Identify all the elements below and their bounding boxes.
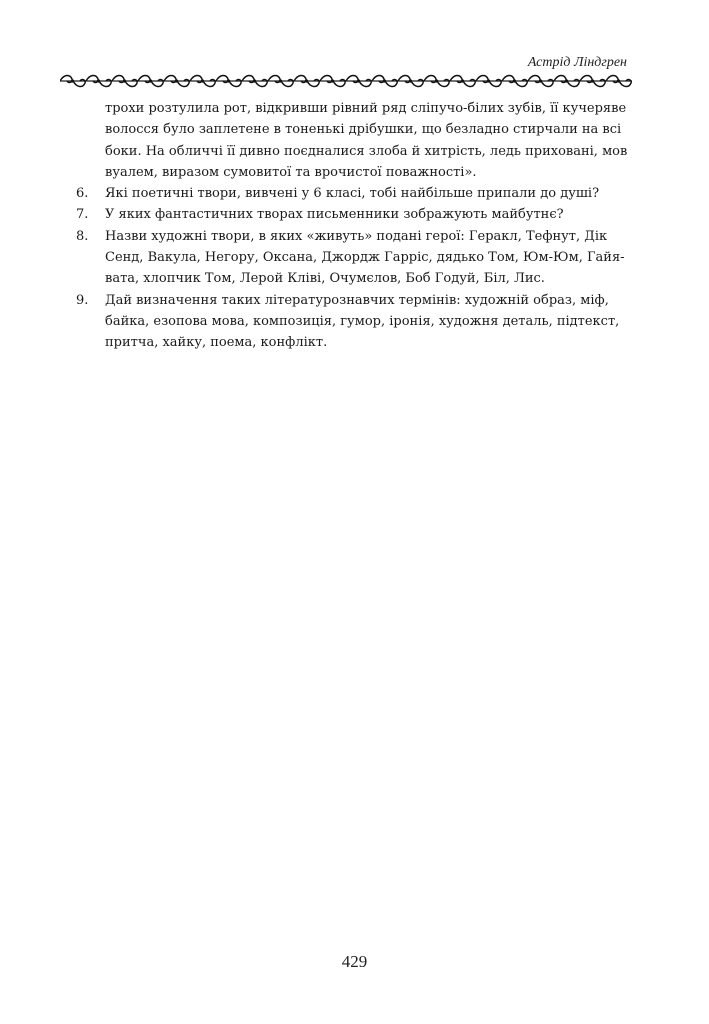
question-item [76, 290, 632, 354]
question-text [105, 204, 632, 225]
ornament-dot [97, 79, 100, 82]
text-line: У яких фантастичних творах письменники зображують майбутнє? [105, 207, 564, 223]
question-text [105, 183, 632, 204]
ornament-dot [175, 79, 178, 82]
ornament-dot [539, 79, 542, 82]
ornament-dot [565, 79, 568, 82]
question-number: 9. [76, 292, 89, 308]
ornament-dot [331, 79, 334, 82]
text-line: волосся було заплетене в тоненькі дрібушки, що безладно стирчали на всі [105, 122, 622, 138]
ornament-dot [591, 79, 594, 82]
question-text [105, 226, 632, 290]
ornament-dot [357, 79, 360, 82]
ornament-dot [409, 79, 412, 82]
ornament-dot [123, 79, 126, 82]
text-line: притча, хайку, поема, конфлікт. [105, 335, 328, 351]
page-number: 429 [341, 952, 368, 971]
ornament-dot [71, 79, 74, 82]
ornament-dot [305, 79, 308, 82]
text-line: Назви художні твори, в яких «живуть» подані герої: Геракл, Тефнут, Дік [105, 228, 608, 244]
ornament-dot [513, 79, 516, 82]
text-line: вата, хлопчик Том, Лерой Кліві, Очумєлов, Боб Годуй, Біл, Лис. [105, 271, 545, 287]
question-item [76, 183, 632, 204]
text-line: Сенд, Вакула, Негору, Оксана, Джордж Гарріс, дядько Том, Юм-Юм, Гайя- [105, 250, 625, 266]
ornament-dot [201, 79, 204, 82]
running-head-author: Астрід Ліндгрен [527, 55, 627, 70]
question-number: 7. [76, 207, 89, 223]
ornament-dot [149, 79, 152, 82]
question-item [76, 226, 632, 290]
ornament-dot [279, 79, 282, 82]
question-number: 8. [76, 228, 89, 244]
ornament-dot [461, 79, 464, 82]
ornament-dot [227, 79, 230, 82]
question-text [105, 290, 632, 354]
question-number: 6. [76, 186, 89, 202]
question-item [76, 204, 632, 225]
text-line: Які поетичні твори, вивчені у 6 класі, тобі найбільше припали до душі? [105, 186, 600, 202]
ornament-dot [383, 79, 386, 82]
ornament-dot [487, 79, 490, 82]
ornament-dot [253, 79, 256, 82]
ornament-dot [617, 79, 620, 82]
text-line: вуалем, виразом сумовитої та врочистої поважності». [105, 164, 477, 180]
text-line: байка, езопова мова, композиція, гумор, іронія, художня деталь, підтекст, [105, 313, 620, 329]
text-line: боки. На обличчі її дивно поєдналися злоба й хитрість, ледь приховані, мов [105, 143, 628, 159]
text-line: трохи розтулила рот, відкривши рівний ряд сліпучо-білих зубів, її кучеряве [105, 101, 627, 116]
text-line: Дай визначення таких літературознавчих термінів: художній образ, міф, [105, 292, 609, 308]
quote-continuation [105, 98, 632, 183]
page-body [76, 98, 632, 354]
decorative-border-icon [60, 73, 632, 89]
ornament-dot [435, 79, 438, 82]
